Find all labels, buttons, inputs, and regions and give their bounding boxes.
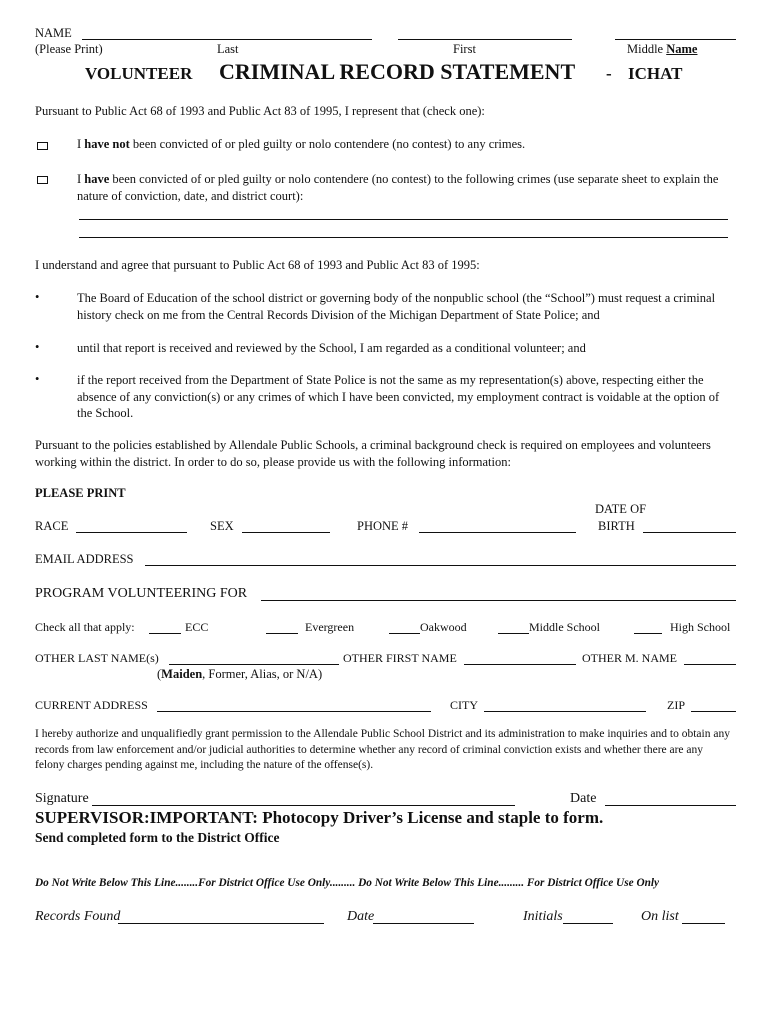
- first-name-field[interactable]: [398, 39, 572, 40]
- send-to-note: Send completed form to the District Office: [35, 830, 280, 845]
- bullet-2: •: [35, 340, 40, 354]
- page-title: CRIMINAL RECORD STATEMENT: [219, 59, 576, 84]
- evergreen-label: Evergreen: [305, 620, 355, 634]
- ecc-check-field[interactable]: [149, 633, 181, 634]
- name-label: NAME: [35, 26, 72, 40]
- other-last-name-label: OTHER LAST NAME(s): [35, 651, 159, 665]
- high-school-check-field[interactable]: [634, 633, 662, 634]
- phone-field[interactable]: [419, 532, 576, 533]
- bullet-text-1: The Board of Education of the school district or governing body of the nonpublic school (the “School”) must request a criminal history check on me from the Central Records Division of the Michigan Department of State Police; and: [77, 291, 716, 322]
- office-date-field[interactable]: [373, 923, 474, 924]
- zip-label: ZIP: [667, 698, 685, 712]
- bullet-1: •: [35, 290, 40, 304]
- other-middle-name-label: OTHER M. NAME: [582, 651, 677, 665]
- office-use-line: Do Not Write Below This Line........For District Office Use Only......... Do Not Write Below This Line......... For District Office Use Only: [35, 877, 660, 889]
- on-list-field[interactable]: [682, 923, 725, 924]
- have-not-checkbox[interactable]: [37, 142, 48, 150]
- email-label: EMAIL ADDRESS: [35, 552, 134, 566]
- title-ichat: ICHAT: [628, 64, 683, 83]
- evergreen-check-field[interactable]: [266, 633, 298, 634]
- supervisor-note: SUPERVISOR:IMPORTANT: Photocopy Driver’s License and staple to form.: [35, 808, 604, 827]
- zip-field[interactable]: [691, 711, 736, 712]
- race-field[interactable]: [76, 532, 187, 533]
- check-all-label: Check all that apply:: [35, 620, 135, 634]
- signature-date-field[interactable]: [605, 805, 736, 806]
- bullet-text-3: if the report received from the Department of State Police is not the same as my representation(s) above, respecting either the absence of any conviction(s) or any crimes of which I have been convicted, my employment contract is voidable at the option of the School.: [77, 373, 720, 420]
- city-field[interactable]: [484, 711, 646, 712]
- middle-name-label: Middle Name: [627, 42, 698, 56]
- signature-field[interactable]: [92, 805, 515, 806]
- title-dash: -: [606, 64, 612, 83]
- on-list-label: On list: [641, 909, 679, 924]
- other-first-name-label: OTHER FIRST NAME: [343, 651, 457, 665]
- sex-field[interactable]: [242, 532, 330, 533]
- title-volunteer: VOLUNTEER: [85, 64, 193, 83]
- have-checkbox[interactable]: [37, 176, 48, 184]
- office-date-label: Date: [347, 909, 375, 924]
- please-print-label: (Please Print): [35, 42, 103, 56]
- signature-date-label: Date: [570, 791, 597, 806]
- records-found-label: Records Found: [35, 909, 121, 924]
- ecc-label: ECC: [185, 620, 209, 634]
- policy-text: Pursuant to the policies established by Allendale Public Schools, a criminal background check is required on employees and volunteers working within the district. In order to do so, please provide us with the following information:: [35, 438, 711, 469]
- bullet-text-2: until that report is received and reviewed by the School, I am regarded as a conditional volunteer; and: [77, 341, 586, 355]
- race-label: RACE: [35, 519, 69, 533]
- have-not-text: I have not been convicted of or pled guilty or nolo contendere (no contest) to any crimes.: [77, 137, 526, 151]
- oakwood-label: Oakwood: [420, 620, 467, 634]
- high-school-label: High School: [670, 620, 731, 634]
- current-address-field[interactable]: [157, 711, 431, 712]
- current-address-label: CURRENT ADDRESS: [35, 698, 148, 712]
- initials-field[interactable]: [563, 923, 613, 924]
- birth-label: BIRTH: [598, 519, 635, 533]
- sex-label: SEX: [210, 519, 234, 533]
- date-of-label: DATE OF: [595, 502, 647, 516]
- understand-intro: I understand and agree that pursuant to Public Act 68 of 1993 and Public Act 83 of 1995:: [35, 258, 480, 272]
- middle-school-label: Middle School: [529, 620, 600, 634]
- last-name-field[interactable]: [82, 39, 372, 40]
- oakwood-check-field[interactable]: [389, 633, 420, 634]
- city-label: CITY: [450, 698, 478, 712]
- records-found-field[interactable]: [118, 923, 324, 924]
- program-field[interactable]: [261, 600, 736, 601]
- please-print-heading: PLEASE PRINT: [35, 486, 126, 500]
- initials-label: Initials: [523, 909, 563, 924]
- bullet-3: •: [35, 372, 40, 386]
- other-last-name-field[interactable]: [169, 664, 339, 665]
- middle-name-field[interactable]: [615, 39, 736, 40]
- other-first-name-field[interactable]: [464, 664, 576, 665]
- conviction-line-1[interactable]: [79, 219, 728, 220]
- maiden-note: (Maiden, Former, Alias, or N/A): [157, 667, 323, 681]
- pursuant-intro: Pursuant to Public Act 68 of 1993 and Public Act 83 of 1995, I represent that (check one):: [35, 104, 485, 118]
- signature-label: Signature: [35, 791, 89, 806]
- first-label: First: [453, 42, 476, 56]
- have-text: I have been convicted of or pled guilty or nolo contendere (no contest) to the following crimes (use separate sheet to explain the nature of conviction, date, and district court):: [77, 172, 719, 203]
- last-label: Last: [217, 42, 239, 56]
- authorization-text: I hereby authorize and unqualifiedly grant permission to the Allendale Public School District and its administration to make inquiries and to obtain any records from law enforcement and/or judicial authorities to determine whether any record of criminal conviction exists and whether there are any felony charges pending against me, including the nature of the offense(s).: [35, 728, 730, 771]
- conviction-line-2[interactable]: [79, 237, 728, 238]
- program-label: PROGRAM VOLUNTEERING FOR: [35, 586, 248, 601]
- middle-school-check-field[interactable]: [498, 633, 529, 634]
- phone-label: PHONE #: [357, 519, 409, 533]
- birth-date-field[interactable]: [643, 532, 736, 533]
- other-middle-name-field[interactable]: [684, 664, 736, 665]
- email-field[interactable]: [145, 565, 736, 566]
